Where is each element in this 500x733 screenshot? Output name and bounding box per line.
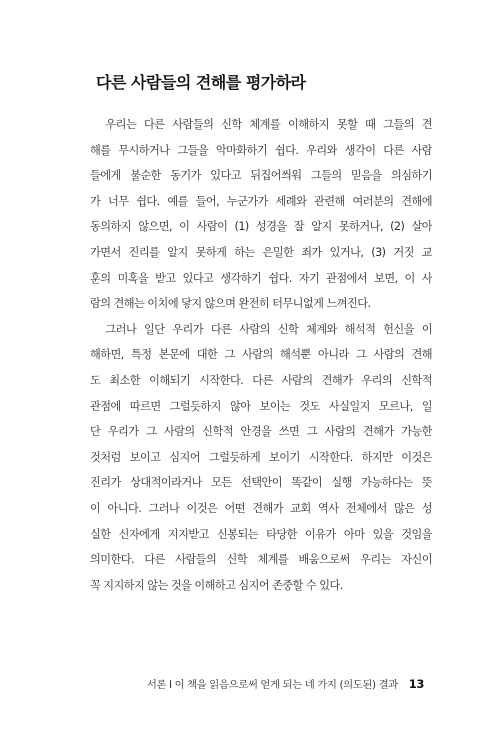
- text-line: 진리가 상대적이라거나 모든 선택안이 똑같이 실행 가능하다는 뜻: [90, 476, 432, 490]
- text-line: 해를 무시하거나 그들을 악마화하기 쉽다. 우리와 생각이 다른 사람: [90, 143, 432, 157]
- text-line: 관점에 따르면 그럴듯하지 않아 보이는 것도 사실일지 모르나, 일: [90, 399, 432, 413]
- page-number: 13: [408, 677, 424, 691]
- text-line: 가면서 진리를 알지 못하게 하는 은밀한 죄가 있거나, (3) 거짓 교: [90, 245, 432, 259]
- text-line: 람의 견해는 이치에 닿지 않으며 완전히 터무니없게 느껴진다.: [90, 297, 371, 311]
- text-line: 동의하지 않으면, 이 사람이 (1) 성경을 잘 알지 못하거나, (2) 살아: [90, 220, 432, 234]
- paragraph-2: [90, 317, 432, 599]
- text-line: 것처럼 보이고 심지어 그럴듯하게 보이기 시작한다. 하지만 이것은: [90, 450, 432, 464]
- text-line: 그러나 일단 우리가 다른 사람의 신학 체계와 해석적 헌신을 이: [90, 322, 432, 336]
- section-heading: 다른 사람들의 견해를 평가하라: [96, 73, 306, 92]
- text-line: 들에게 불순한 동기가 있다고 뒤집어씌워 그들의 믿음을 의심하기: [90, 169, 432, 183]
- text-line: 이 아니다. 그러나 이것은 어떤 견해가 교회 역사 전체에서 많은 성: [90, 501, 432, 515]
- paragraph-1: [90, 112, 432, 317]
- page-footer: [147, 676, 424, 691]
- text-line: 가 너무 쉽다. 예를 들어, 누군가가 세례와 관련해 여러분의 견해에: [90, 194, 432, 208]
- text-line: 해하면, 특정 본문에 대한 그 사람의 해석뿐 아니라 그 사람의 견해: [90, 348, 432, 362]
- text-line: 의미한다. 다른 사람들의 신학 체계를 배움으로써 우리는 자신이: [90, 553, 432, 567]
- body-text: [90, 112, 432, 598]
- text-line: 훈의 미혹을 받고 있다고 생각하기 쉽다. 자기 관점에서 보면, 이 사: [90, 271, 432, 285]
- text-line: 우리는 다른 사람들의 신학 체계를 이해하지 못할 때 그들의 견: [90, 118, 432, 131]
- text-line: 단 우리가 그 사람의 신학적 안경을 쓰면 그 사람의 견해가 가능한: [90, 425, 432, 439]
- running-title: 서론 I 이 책을 읽음으로써 얻게 되는 네 가지 (의도된) 결과: [146, 679, 398, 691]
- text-line: 실한 신자에게 지지받고 신봉되는 타당한 이유가 아마 있을 것임을: [90, 527, 432, 541]
- text-line: 꼭 지지하지 않는 것을 이해하고 심지어 존중할 수 있다.: [90, 578, 343, 592]
- text-line: 도 최소한 이해되기 시작한다. 다른 사람의 견해가 우리의 신학적: [90, 373, 432, 387]
